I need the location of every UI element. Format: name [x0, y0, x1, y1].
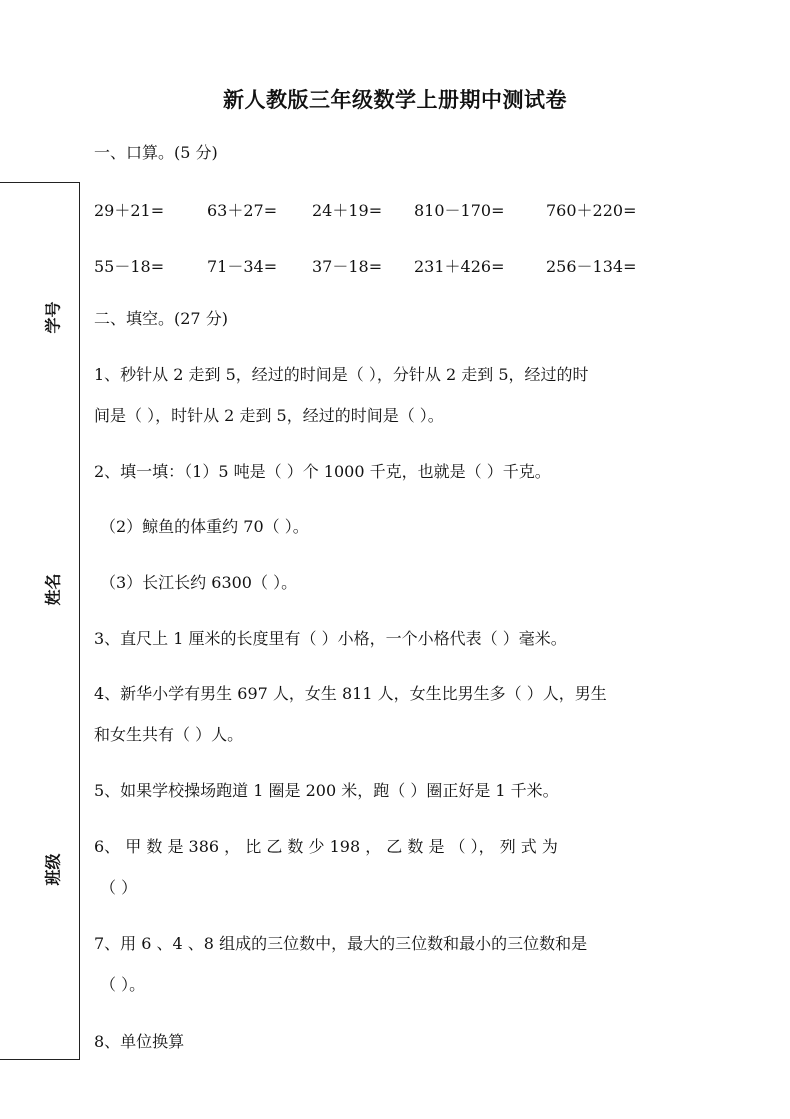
question-2-part3: （3）长江长约 6300（ ）。: [100, 573, 298, 592]
page-title: 新人教版三年级数学上册期中测试卷: [223, 87, 567, 112]
calc-item: 71－34=: [207, 257, 278, 276]
question-5: 5、如果学校操场跑道 1 圈是 200 米，跑（ ）圈正好是 1 千米。: [94, 781, 559, 800]
calc-item: 231＋426=: [414, 257, 505, 276]
calc-item: 810－170=: [414, 201, 505, 220]
question-8: 8、单位换算: [94, 1032, 185, 1051]
question-1-line1: 1、秒针从 2 走到 5，经过的时间是（ ），分针从 2 走到 5，经过的时: [94, 365, 589, 384]
question-4-line1: 4、新华小学有男生 697 人，女生 811 人，女生比男生多（ ）人，男生: [94, 684, 607, 703]
calc-item: 760＋220=: [546, 201, 637, 220]
question-7-line1: 7、用 6 、4 、8 组成的三位数中，最大的三位数和最小的三位数和是: [94, 934, 588, 953]
calc-item: 55－18=: [94, 257, 165, 276]
question-6-line2: （ ）: [100, 878, 138, 897]
question-4-line2: 和女生共有（ ）人。: [94, 725, 244, 744]
section2-heading: 二、填空。(27 分): [94, 309, 228, 328]
class-label: 班级: [43, 853, 63, 886]
section1-heading: 一、口算。(5 分): [94, 143, 218, 162]
question-7-line2: （ ）。: [100, 975, 146, 994]
calc-item: 37－18=: [312, 257, 383, 276]
question-2-line1: 2、填一填：（1）5 吨是（ ）个 1000 千克，也就是（ ）千克。: [94, 462, 551, 481]
calc-item: 24＋19=: [312, 201, 383, 220]
student-id-label: 学号: [43, 301, 63, 334]
question-6-line1: 6、 甲 数 是 386 ， 比 乙 数 少 198 ， 乙 数 是 （ ）， 列 式 为: [94, 837, 558, 856]
name-label: 姓名: [43, 573, 63, 606]
calc-item: 256－134=: [546, 257, 637, 276]
calc-item: 29＋21=: [94, 201, 165, 220]
question-3: 3、直尺上 1 厘米的长度里有（ ）小格，一个小格代表（ ）毫米。: [94, 629, 567, 648]
question-1-line2: 间是（ ），时针从 2 走到 5，经过的时间是（ ）。: [94, 406, 444, 425]
question-2-part2: （2）鲸鱼的体重约 70（ ）。: [100, 517, 309, 536]
calc-item: 63＋27=: [207, 201, 278, 220]
